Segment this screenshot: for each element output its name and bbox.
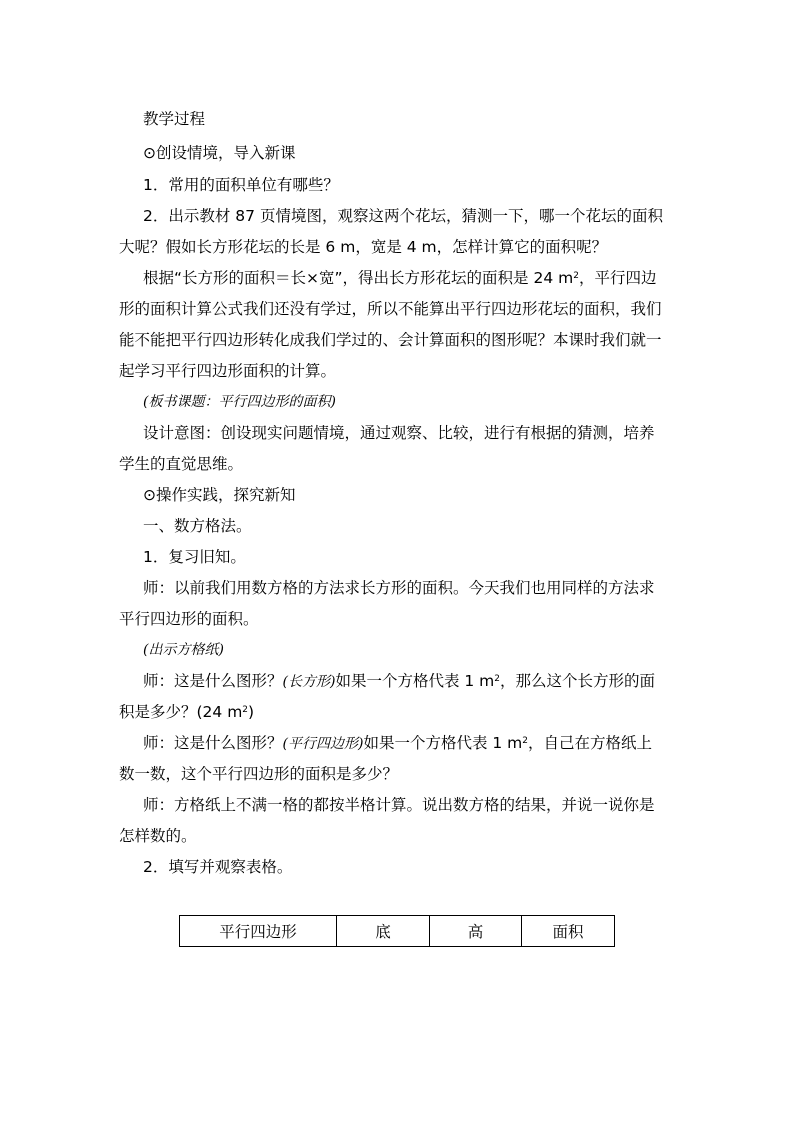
superscript: 2 (494, 674, 501, 684)
answer-parallelogram: (平行四边形) (282, 736, 364, 752)
teacher-question: 师：这是什么图形？ (143, 734, 283, 752)
step-2: 2．填写并观察表格。 (143, 858, 293, 876)
intro-paragraph-text-a: 根据“长方形的面积＝长×宽”，得出长方形花坛的面积是 24 m (143, 269, 574, 287)
board-title: (板书课题：平行四边形的面积) (143, 394, 336, 410)
practice-heading: ⊙操作实践，探究新知 (143, 486, 296, 504)
table-header-cell: 高 (430, 916, 522, 947)
teacher-line-1-cont: 平行四边形的面积。 (119, 610, 259, 628)
design-intent-text: 设计意图：创设现实问题情境，通过观察、比较，进行有根据的猜测，培养 (143, 424, 655, 442)
teacher-line-3 (143, 734, 652, 753)
teacher-line-4: 师：方格纸上不满一格的都按半格计算。说出数方格的结果，并说一说你是 (143, 796, 655, 814)
design-intent-line-1 (143, 424, 655, 442)
teacher-line-4-cont: 怎样数的。 (119, 827, 197, 845)
table-header-cell: 底 (337, 916, 430, 947)
teacher-line-2 (143, 672, 655, 691)
area-table (179, 915, 615, 947)
question-1: 1．常用的面积单位有哪些？ (143, 176, 339, 194)
question-2-line-1: 2．出示教材 87 页情境图，观察这两个花坛，猜测一下，哪一个花坛的面积 (143, 207, 663, 225)
teacher-text: 如果一个方格代表 1 m (335, 672, 495, 690)
intro-heading: ⊙创设情境，导入新课 (143, 144, 296, 162)
intro-paragraph-text-b: ，平行四边 (578, 269, 657, 287)
answer-rectangle: (长方形) (282, 674, 336, 690)
intro-paragraph-line-4: 起学习平行四边形面积的计算。 (119, 362, 337, 380)
teacher-line-2-cont (119, 703, 254, 721)
method-1: 一、数方格法。 (143, 517, 252, 535)
design-intent-line-2: 学生的直觉思维。 (119, 455, 244, 473)
teacher-line-1: 师：以前我们用数方格的方法求长方形的面积。今天我们也用同样的方法求 (143, 579, 655, 597)
intro-paragraph-line-2: 形的面积计算公式我们还没有学过，所以不能算出平行四边形花坛的面积，我们 (119, 300, 662, 318)
superscript: 2 (522, 736, 529, 746)
superscript: 2 (242, 705, 249, 715)
table-header-cell: 面积 (522, 916, 615, 947)
teacher-text: 如果一个方格代表 1 m (363, 734, 523, 752)
superscript: 2 (573, 271, 579, 281)
intro-paragraph-line-1 (143, 269, 656, 287)
step-1: 1．复习旧知。 (143, 548, 246, 566)
question-2-line-2: 大呢？假如长方形花坛的长是 6 m，宽是 4 m，怎样计算它的面积呢？ (119, 238, 608, 256)
table-header-cell: 平行四边形 (180, 916, 337, 947)
teacher-question: 师：这是什么图形？ (143, 672, 283, 690)
teacher-line-3-cont: 数一数，这个平行四边形的面积是多少？ (119, 765, 399, 783)
teacher-text: ，那么这个长方形的面 (500, 672, 656, 690)
teacher-text: ) (248, 703, 255, 721)
intro-paragraph-line-3: 能不能把平行四边形转化成我们学过的、会计算面积的图形呢？本课时我们就一 (119, 331, 662, 349)
process-title: 教学过程 (143, 110, 206, 128)
teacher-text: ，自己在方格纸上 (528, 734, 653, 752)
table-header-row (180, 916, 615, 947)
teacher-text: 积是多少？(24 m (119, 703, 243, 721)
show-grid-paper: (出示方格纸) (143, 642, 224, 658)
